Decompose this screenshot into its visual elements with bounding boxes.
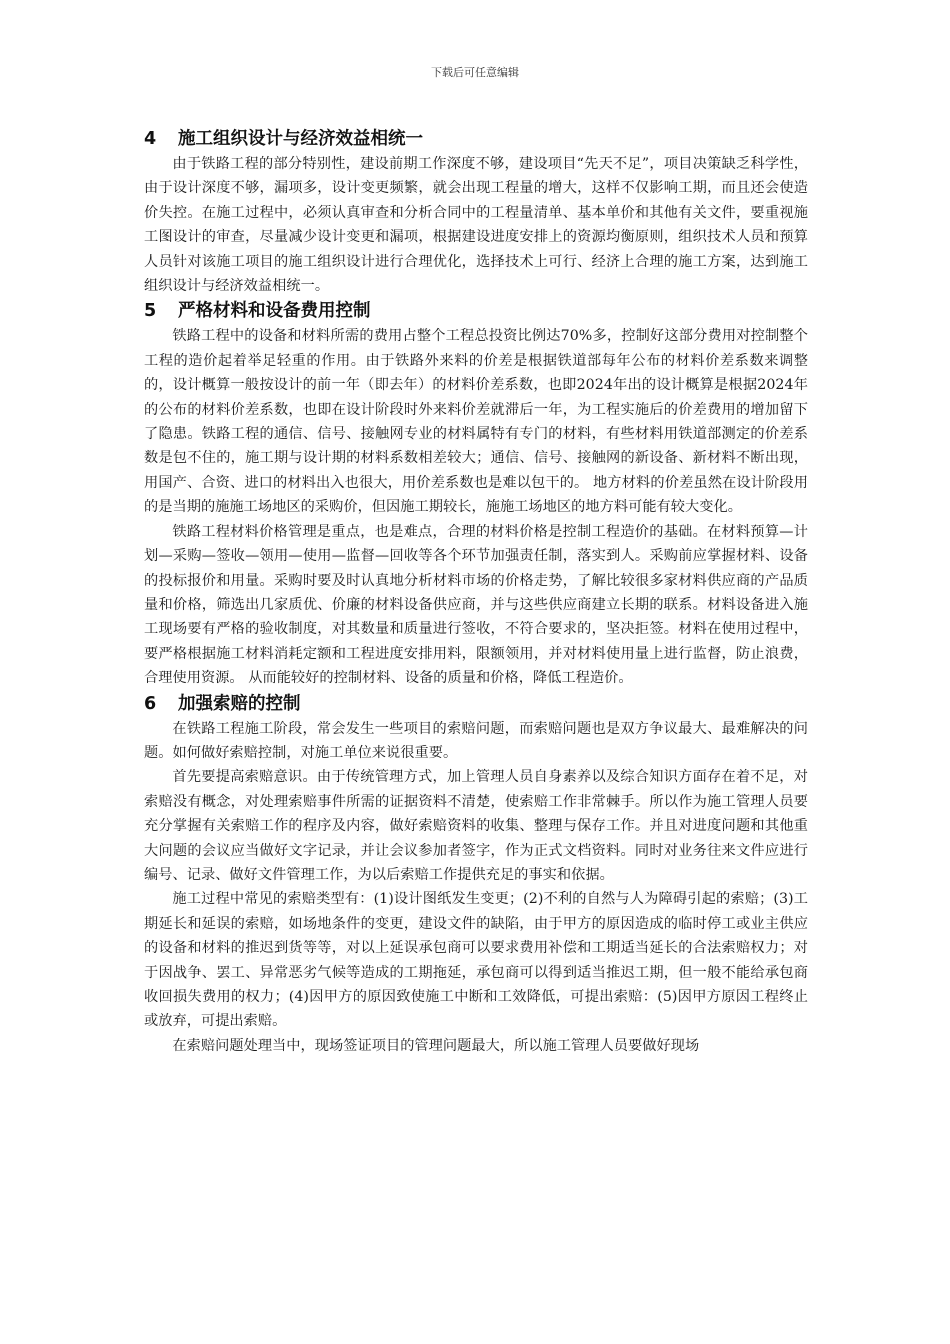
section-4 xyxy=(144,126,808,298)
section-number: 5 xyxy=(144,301,157,322)
section-5 xyxy=(144,298,808,690)
section-title: 施工组织设计与经济效益相统一 xyxy=(178,129,423,149)
document-body xyxy=(144,126,808,1058)
paragraph: 施工过程中常见的索赔类型有：(1)设计图纸发生变更；(2)不利的自然与人为障碍引起的索赔；(3)工期延长和延误的索赔，如场地条件的变更，建设文件的缺陷，由于甲方的原因造成的临时停工或业主供应的设备和材料的推迟到货等等，对以上延误承包商可以要求费用补偿和工期适当延长的合法索赔权力；对于因战争、罢工、异常恶劣气候等造成的工期拖延，承包商可以得到适当推迟工期，但一般不能给承包商收回损失费用的权力；(4)因甲方的原因致使施工中断和工效降低，可提出索赔：(5)因甲方原因工程终止或放弃，可提出索赔。 xyxy=(144,891,808,1030)
paragraph: 铁路工程材料价格管理是重点，也是难点，合理的材料价格是控制工程造价的基础。在材料预算—计划—采购—签收—领用—使用—监督—回收等各个环节加强责任制，落实到人。采购前应掌握材料、设备的投标报价和用量。采购时要及时认真地分析材料市场的价格走势，了解比较很多家材料供应商的产品质量和价格，筛选出几家质优、价廉的材料设备供应商，并与这些供应商建立长期的联系。材料设备进入施工现场要有严格的验收制度，对其数量和质量进行签收，不符合要求的，坚决拒签。材料在使用过程中，要严格根据施工材料消耗定额和工程进度安排用料，限额领用，并对材料使用量上进行监督，防止浪费，合理使用资源。 从而能较好的控制材料、设备的质量和价格，降低工程造价。 xyxy=(144,523,808,687)
paragraph: 由于铁路工程的部分特别性，建设前期工作深度不够，建设项目“先天不足”，项目决策缺乏科学性，由于设计深度不够，漏项多，设计变更频繁，就会出现工程量的增大，这样不仅影响工期，而且还会使造价失控。在施工过程中，必须认真审查和分析合同中的工程量清单、基本单价和其他有关文件，要重视施工图设计的审查，尽量减少设计变更和漏项，根据建设进度安排上的资源均衡原则，组织技术人员和预算人员针对该施工项目的施工组织设计进行合理优化，选择技术上可行、经济上合理的施工方案，达到施工组织设计与经济效益相统一。 xyxy=(144,156,808,295)
section-heading xyxy=(144,126,808,152)
paragraph: 在索赔问题处理当中，现场签证项目的管理问题最大，所以施工管理人员要做好现场 xyxy=(172,1037,700,1054)
section-number: 6 xyxy=(144,693,157,714)
paragraph: 铁路工程中的设备和材料所需的费用占整个工程总投资比例达70%多，控制好这部分费用对控制整个工程的造价起着举足轻重的作用。由于铁路外来料的价差是根据铁道部每年公布的材料价差系数来调整的，设计概算一般按设计的前一年（即去年）的材料价差系数，也即2024年出的设计概算是根据2024年的公布的材料价差系数，也即在设计阶段时外来料价差就滞后一年，为工程实施后的价差费用的增加留下了隐患。铁路工程的通信、信号、接触网专业的材料属特有专门的材料，有些材料用铁道部测定的价差系数是包不住的，施工期与设计期的材料系数相差较大；通信、信号、接触网的新设备、新材料不断出现，用国产、合资、进口的材料出入也很大，用价差系数也是难以包干的。 地方材料的价差虽然在设计阶段用的是当期的施施工场地区的采购价，但因施工期较长，施施工场地区的地方料可能有较大变化。 xyxy=(144,328,808,516)
section-heading xyxy=(144,298,808,324)
section-title: 加强索赔的控制 xyxy=(178,693,301,714)
section-number: 4 xyxy=(144,129,157,149)
section-title: 严格材料和设备费用控制 xyxy=(178,301,371,322)
paragraph: 在铁路工程施工阶段，常会发生一些项目的索赔问题，而索赔问题也是双方争议最大、最难解决的问题。如何做好索赔控制，对施工单位来说很重要。 xyxy=(144,720,808,761)
section-heading xyxy=(144,691,808,717)
paragraph: 首先要提高索赔意识。由于传统管理方式，加上管理人员自身素养以及综合知识方面存在着不足，对索赔没有概念，对处理索赔事件所需的证据资料不清楚，使索赔工作非常棘手。所以作为施工管理人员要充分掌握有关索赔工作的程序及内容，做好索赔资料的收集、整理与保存工作。并且对进度问题和其他重大问题的会议应当做好文字记录，并让会议参加者签字，作为正式文档资料。同时对业务往来文件应进行编号、记录、做好文件管理工作，为以后索赔工作提供充足的事实和依据。 xyxy=(144,769,808,883)
section-6 xyxy=(144,691,808,1059)
page-header: 下载后可任意编辑 xyxy=(431,66,519,79)
